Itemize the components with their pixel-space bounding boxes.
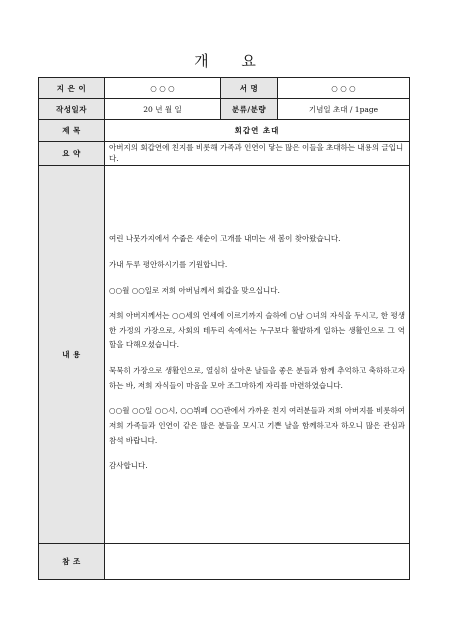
content-body [105,166,410,544]
overview-form-table [38,77,410,580]
content-paragraph: 저희 아버지께서는 ○○세의 연세에 이르기까지 슬하에 ○남 ○녀의 자식을 두시고, 한 평생 한 가정의 가장으로, 사회의 테두리 속에서는 누구보다 활발하게 일하는 생활인으로 그 역할을 다해오셨습니다. [109,311,405,350]
reference-value [105,543,410,579]
category-label: 분류/분량 [221,99,278,120]
content-paragraph: ○○월 ○○일 ○○시, ○○뷔페 ○○관에서 가까운 친지 여러분들과 저희 아버지를 비롯하여 저희 가족들과 인연이 같은 많은 분들을 모시고 기쁜 날을 함께하고자 하오니 많은 관심과 참석 바랍니다. [109,406,405,445]
content-paragraph: 가내 두루 평안하시기를 기원합니다. [109,259,228,269]
content-label: 내 용 [39,166,105,544]
content-paragraph: 묵묵히 가장으로 생활인으로, 열심히 살아온 날들을 좋은 분들과 함께 추억하고 축하하고자 하는 바, 저희 자식들이 마음을 모아 조그마하게 자리를 마련하였습니다. [109,366,405,390]
subject-row [39,120,410,142]
reference-label: 참 조 [39,543,105,579]
summary-value: 아버지의 회갑연에 친지를 비롯해 가족과 인연이 닿는 많은 이들을 초대하는 내용의 글입니다. [105,142,410,166]
reference-row [39,543,410,579]
subject-label: 제 목 [39,120,105,142]
summary-label: 요 약 [39,142,105,166]
content-paragraph: 감사합니다. [109,461,148,471]
date-value: 20 년 월 일 [105,99,221,120]
author-row [39,78,410,99]
category-value: 기념일 초대 / 1page [278,99,410,120]
author-label: 지 은 이 [39,78,105,99]
content-row [39,166,410,544]
date-label: 작성일자 [39,99,105,120]
signature-value: ○ ○ ○ [278,78,410,99]
summary-row [39,142,410,166]
page-title: 개 요 [194,52,270,70]
content-paragraph: ○○월 ○○일로 저희 아버님께서 회갑을 맞으십니다. [109,285,280,295]
subject-value: 회갑연 초대 [105,120,410,142]
author-value: ○ ○ ○ [105,78,221,99]
content-paragraph: 여린 나뭇가지에서 수줍은 새순이 고개를 내미는 새 봄이 찾아왔습니다. [109,234,341,244]
signature-label: 서 명 [221,78,278,99]
date-row [39,99,410,120]
